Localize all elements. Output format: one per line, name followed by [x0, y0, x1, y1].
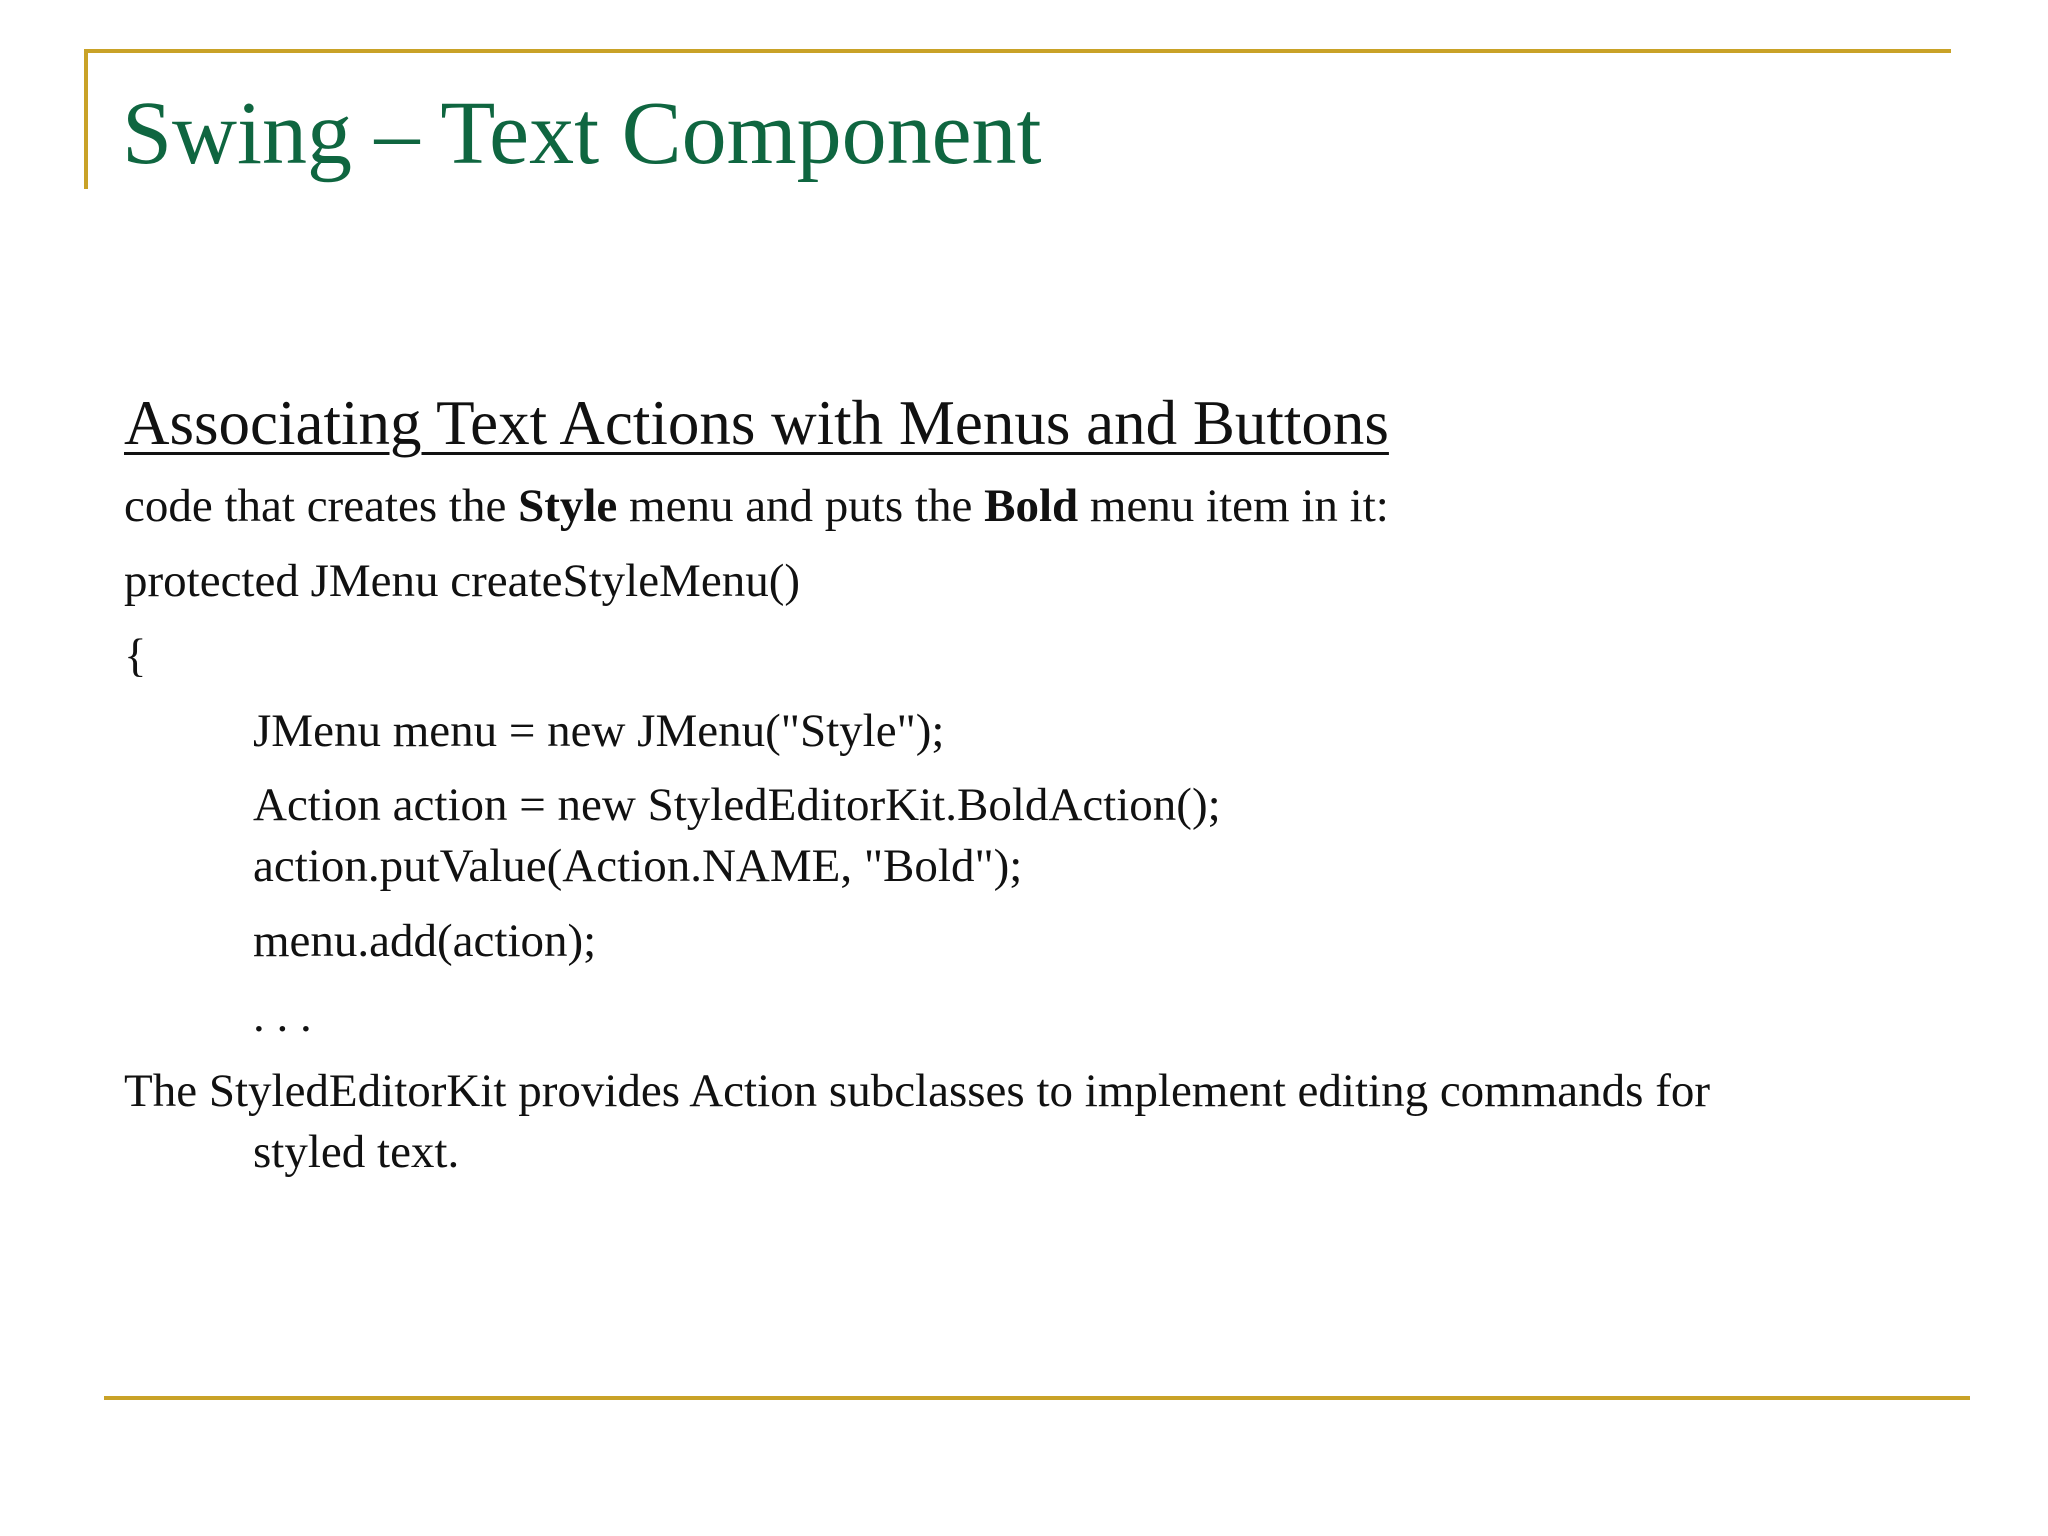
- code-line-ellipsis: . . .: [253, 990, 312, 1042]
- code-line-menu-add: menu.add(action);: [253, 915, 597, 967]
- closing-line-1: The StyledEditorKit provides Action subclasses to implement editing commands for: [124, 1065, 1710, 1117]
- closing-line-2: styled text.: [253, 1126, 460, 1178]
- code-line-open-brace: {: [124, 630, 147, 682]
- bottom-rule: [104, 1396, 1970, 1400]
- top-rule: [84, 49, 1951, 53]
- intro-line: [124, 478, 1389, 534]
- bold-keyword: Bold: [984, 480, 1079, 532]
- code-line-method-signature: protected JMenu createStyleMenu(): [124, 555, 801, 607]
- left-rule: [84, 49, 88, 189]
- intro-text-3: menu item in it:: [1078, 480, 1389, 532]
- section-subheading: Associating Text Actions with Menus and Buttons: [124, 388, 1389, 458]
- intro-text-2: menu and puts the: [617, 480, 985, 532]
- code-line-menu-declaration: JMenu menu = new JMenu("Style");: [253, 705, 945, 757]
- style-keyword: Style: [518, 480, 618, 532]
- code-line-put-value: action.putValue(Action.NAME, "Bold");: [253, 840, 1023, 892]
- intro-text-1: code that creates the: [124, 480, 519, 532]
- code-line-action-declaration: Action action = new StyledEditorKit.BoldAction();: [253, 779, 1221, 831]
- slide-title: Swing – Text Component: [122, 84, 1042, 183]
